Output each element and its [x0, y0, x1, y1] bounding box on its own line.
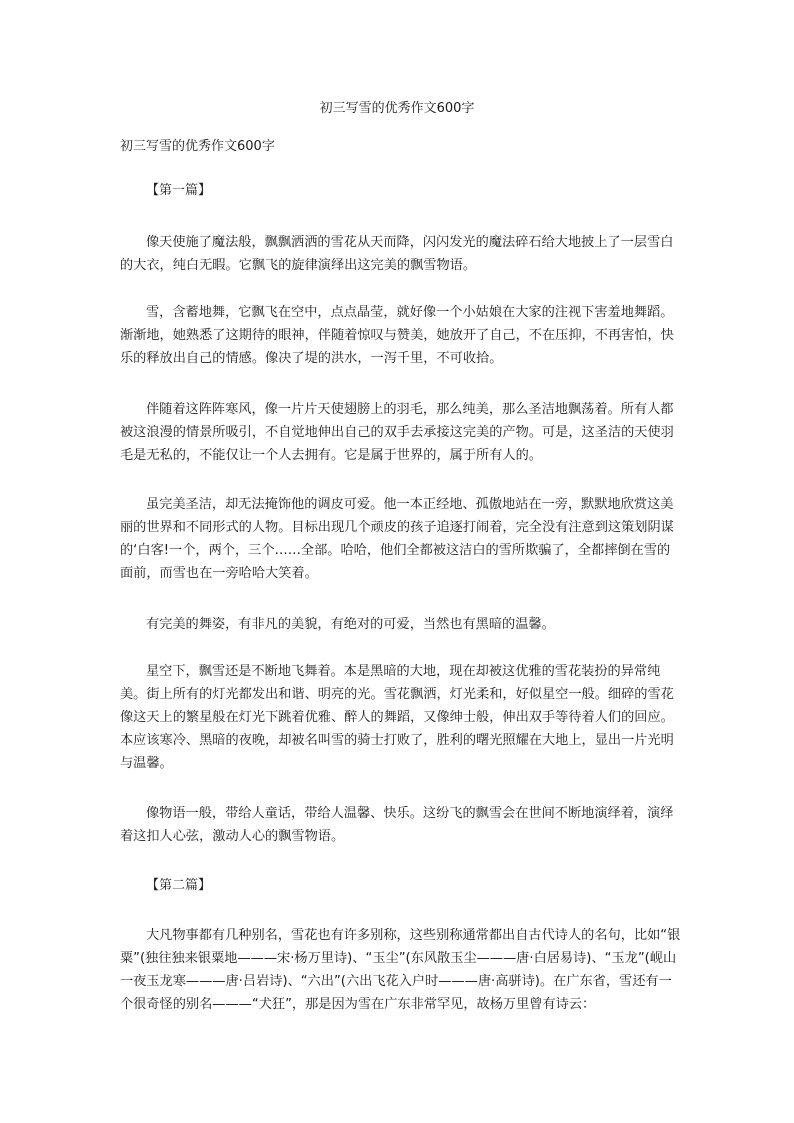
paragraph: 虽完美圣洁，却无法掩饰他的调皮可爱。他一本正经地、孤傲地站在一旁，默默地欣赏这美丽的世界和不同形式的人物。目标出现几个顽皮的孩子追逐打闹着，完全没有注意到这策划阴谋的‘白客!一个，两个，三个……全部。哈哈，他们全都被这洁白的雪所欺骗了，全都摔倒在雪的面前，而雪也在一旁哈哈大笑着。: [120, 497, 674, 581]
paragraph: 像物语一般，带给人童话，带给人温馨、快乐。这纷飞的飘雪会在世间不断地演绎着，演绎着这扣人心弦，激动人心的飘雪物语。: [120, 806, 674, 844]
paragraph: 雪，含蓄地舞，它飘飞在空中，点点晶莹，就好像一个小姑娘在大家的注视下害羞地舞蹈。渐渐地，她熟悉了这期待的眼神，伴随着惊叹与赞美，她放开了自己，不在压抑，不再害怕，快乐的释放出自己的情感。像决了堤的洪水，一泻千里，不可收拾。: [120, 305, 674, 366]
paragraph: 大凡物事都有几种别名，雪花也有许多别称，这些别称通常都出自古代诗人的名句，比如“银粟”(独往独来银粟地———宋·杨万里诗)、“玉尘”(东风散玉尘———唐·白居易诗)、“玉龙”(岘山一夜玉龙寒———唐·吕岩诗)、“六出”(六出飞花入户时———唐·高骈诗)。在广东省，雪还有一个很奇怪的别名———“犬狂”，那是因为雪在广东非常罕见，故杨万里曾有诗云：: [120, 928, 681, 1012]
paragraph: 像天使施了魔法般，飘飘洒洒的雪花从天而降，闪闪发光的魔法碎石给大地披上了一层雪白的大衣，纯白无暇。它飘飞的旋律演绎出这完美的飘雪物语。: [120, 235, 674, 273]
paragraph: 伴随着这阵阵寒风，像一片片天使翅膀上的羽毛，那么纯美，那么圣洁地飘荡着。所有人都被这浪漫的情景所吸引，不自觉地伸出自己的双手去承接这完美的产物。可是，这圣洁的天使羽毛是无私的，不能仅让一个人去拥有。它是属于世界的，属于所有人的。: [120, 402, 674, 463]
document-subtitle: 初三写雪的优秀作文600字: [120, 139, 275, 154]
paragraph: 有完美的舞姿，有非凡的美貌，有绝对的可爱，当然也有黑暗的温馨。: [146, 617, 555, 632]
document-title: 初三写雪的优秀作文600字: [319, 101, 475, 116]
section-heading-first: 【第一篇】: [146, 183, 212, 198]
paragraph: 星空下，飘雪还是不断地飞舞着。本是黑暗的大地，现在却被这优雅的雪花装扮的异常纯美。街上所有的灯光都发出和谐、明亮的光。雪花飘洒，灯光柔和，好似星空一般。细碎的雪花像这天上的繁星般在灯光下跳着优雅、醉人的舞蹈，又像绅士般，伸出双手等待着人们的回应。本应该寒冷、黑暗的夜晚，却被名叫雪的骑士打败了，胜利的曙光照耀在大地上，显出一片光明与温馨。: [120, 664, 674, 771]
section-heading-second: 【第二篇】: [146, 878, 212, 893]
